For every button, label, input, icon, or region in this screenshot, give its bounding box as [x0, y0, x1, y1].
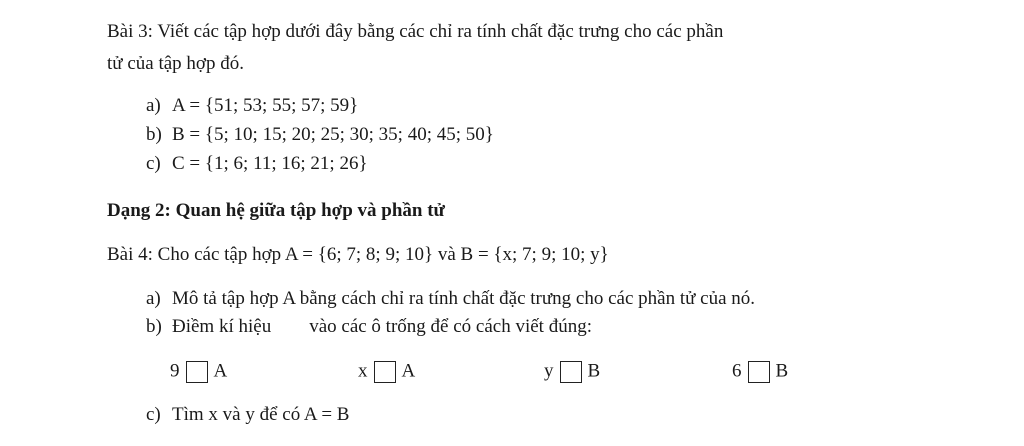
symbol-blank-4 [732, 358, 788, 385]
item-text-after: vào các ô trống để có cách viết đúng: [309, 316, 592, 337]
item-label: b) [146, 316, 162, 337]
symbol-blank-3 [544, 358, 600, 385]
exercise3-item-c [146, 152, 368, 176]
symbol-set: B [775, 360, 789, 382]
item-label: b) [146, 124, 162, 145]
item-label: c) [146, 153, 161, 174]
item-label: a) [146, 95, 161, 116]
symbol-set: B [587, 360, 601, 382]
exercise3-line1: Bài 3: Viết các tập hợp dưới đây bằng các chỉ ra tính chất đặc trưng cho các phần [107, 21, 724, 42]
exercise4-intro: Bài 4: Cho các tập hợp A = {6; 7; 8; 9; 10} và B = {x; 7; 9; 10; y} [107, 244, 609, 265]
item-text: A = {51; 53; 55; 57; 59} [172, 95, 359, 116]
exercise3-line2: tử của tập hợp đó. [107, 53, 244, 74]
blank-box[interactable] [186, 361, 208, 383]
symbol-blank-2 [358, 358, 415, 385]
symbol-element: 9 [170, 360, 180, 382]
item-text-before: Điềm kí hiệu [172, 316, 272, 337]
symbol-set: A [213, 360, 228, 382]
exercise3-item-a [146, 94, 358, 118]
exercise4-item-b [146, 315, 592, 339]
item-text: B = {5; 10; 15; 20; 25; 30; 35; 40; 45; 50} [172, 124, 494, 145]
blank-box[interactable] [560, 361, 582, 383]
item-text: C = {1; 6; 11; 16; 21; 26} [172, 153, 368, 174]
item-text: Tìm x và y để có A = B [172, 404, 350, 425]
symbol-element: 6 [732, 360, 742, 382]
blank-box[interactable] [374, 361, 396, 383]
symbol-blank-1 [170, 358, 227, 385]
exercise3-item-b [146, 123, 494, 147]
symbol-element: x [358, 360, 368, 382]
exercise4-item-c [146, 403, 349, 427]
symbol-set: A [401, 360, 416, 382]
exercise4-item-a [146, 287, 755, 311]
blank-box[interactable] [748, 361, 770, 383]
section-heading: Dạng 2: Quan hệ giữa tập hợp và phần tử [107, 200, 445, 221]
item-label: c) [146, 404, 161, 425]
item-text: Mô tả tập hợp A bằng cách chỉ ra tính chất đặc trưng cho các phần tử của nó. [172, 288, 756, 309]
item-label: a) [146, 288, 161, 309]
symbol-element: y [544, 360, 554, 382]
